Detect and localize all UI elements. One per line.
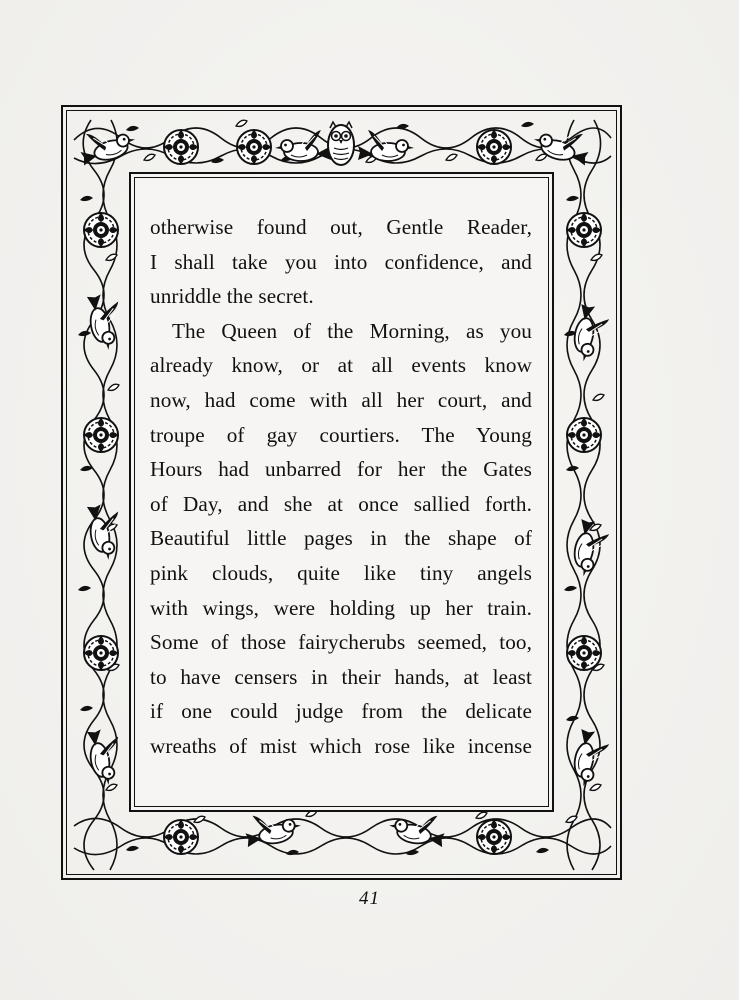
text-line: The Queen of the Morning, as you [172,318,532,343]
text-line: unriddle the secret. [150,284,314,309]
text-line: troupe of gay courtiers. The Young [150,422,532,447]
text-line: of Day, and she at once sallied forth. [150,491,532,516]
body-text [150,210,532,764]
text-line: if one could judge from the delicate [150,699,532,724]
text-line: now, had come with all her court, and [150,387,532,412]
text-line: Beautiful little pages in the shape of [150,526,532,551]
page-number: 41 [359,888,380,909]
text-line: wreaths of mist which rose like incense [150,733,532,758]
text-line: Some of those fairycherubs seemed, too, [150,630,532,655]
text-line: I shall take you into confidence, and [150,249,532,274]
text-line: pink clouds, quite like tiny angels [150,560,532,585]
text-line: otherwise found out, Gentle Reader, [150,215,532,239]
text-line: to have censers in their hands, at least [150,664,532,689]
text-line: Hours had unbarred for her the Gates [150,457,532,482]
text-line: already know, or at all events know [150,353,532,378]
text-line: with wings, were holding up her train. [150,595,532,620]
